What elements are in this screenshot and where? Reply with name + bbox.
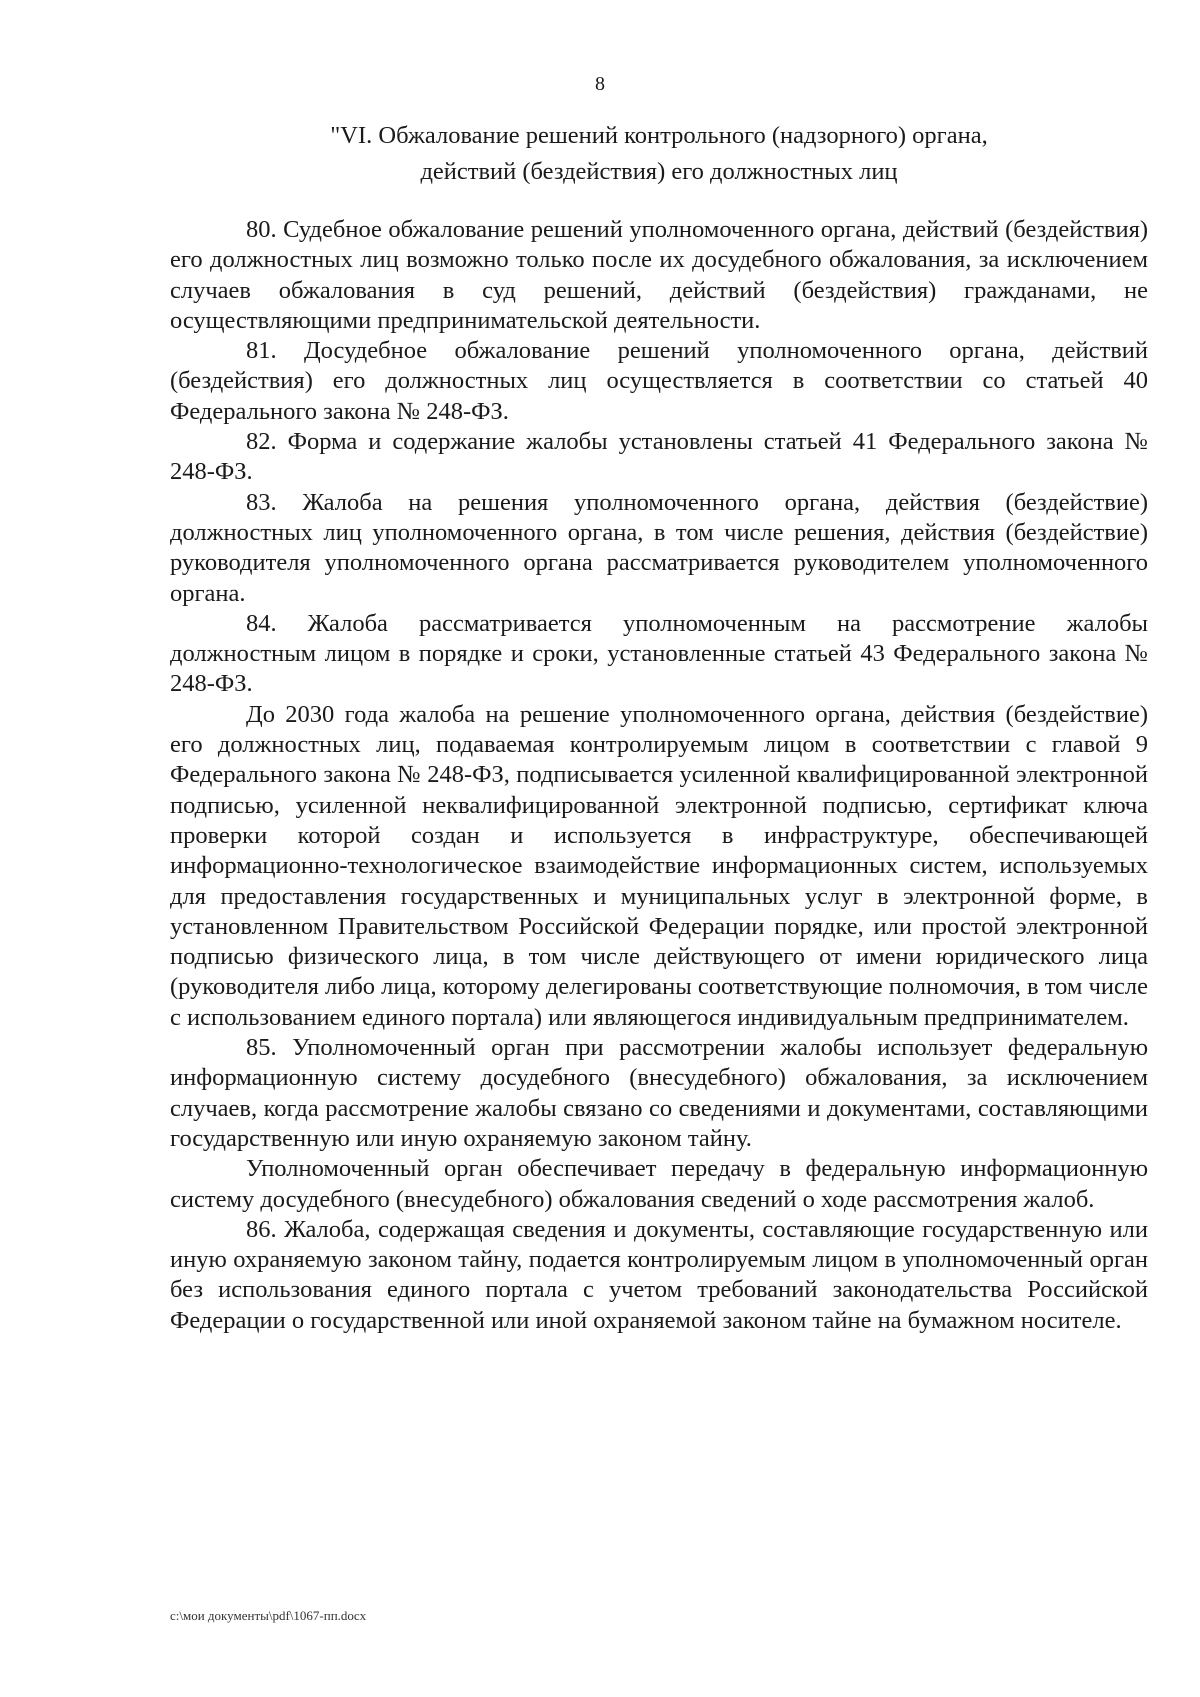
paragraph-86: 86. Жалоба, содержащая сведения и документы, составляющие государственную или иную охраняемую законом тайну, подается контролируемым лицом в уполномоченный орган без использования единого портала с учетом требований законодательства Российской Федерации о государственной или иной охраняемой законом тайне на бумажном носителе. [170,1215,1148,1334]
paragraph-85-continued: Уполномоченный орган обеспечивает передачу в федеральную информационную систему досудебного (внесудебного) обжалования сведений о ходе рассмотрения жалоб. [170,1155,1148,1213]
paragraph-81: 81. Досудебное обжалование решений уполномоченного органа, действий (бездействия) его должностных лиц осуществляется в соответствии со статьей 40 Федерального закона № 248-ФЗ. [170,337,1148,425]
paragraph-84-continued: До 2030 года жалоба на решение уполномоченного органа, действия (бездействие) его должностных лиц, подаваемая контролируемым лицом в соответствии с главой 9 Федерального закона № 248-ФЗ, подписывается усиленной квалифицированной электронной подписью, усиленной неквалифицированной электронной подписью, сертификат ключа проверки которой создан и используется в инфраструктуре, обеспечивающей информационно-технологическое взаимодействие информационных систем, используемых для предоставления государственных и муниципальных услуг в электронной форме, в установленном Правительством Российской Федерации порядке, или простой электронной подписью физического лица, в том числе действующего от имени юридического лица (руководителя либо лица, которому делегированы соответствующие полномочия, в том числе с использованием единого портала) или являющегося индивидуальным предпринимателем. [170,700,1148,1031]
paragraph-83: 83. Жалоба на решения уполномоченного органа, действия (бездействие) должностных лиц уполномоченного органа, в том числе решения, действия (бездействие) руководителя уполномоченного органа рассматривается руководителем уполномоченного органа. [170,488,1148,607]
paragraph-85: 85. Уполномоченный орган при рассмотрении жалобы использует федеральную информационную систему досудебного (внесудебного) обжалования, за исключением случаев, когда рассмотрение жалобы связано со сведениями и документами, составляющими государственную или иную охраняемую законом тайну. [170,1034,1148,1152]
paragraph-82: 82. Форма и содержание жалобы установлены статьей 41 Федерального закона № 248-ФЗ. [170,428,1148,486]
file-path-footer: c:\мои документы\pdf\1067-пп.docx [170,1608,367,1623]
document-body [170,215,1148,1336]
page-number: 8 [595,73,605,95]
section-heading [170,118,1148,190]
paragraph-80: 80. Судебное обжалование решений уполномоченного органа, действий (бездействия) его должностных лиц возможно только после их досудебного обжалования, за исключением случаев обжалования в суд решений, действий (бездействия) гражданами, не осуществляющими предпринимательской деятельности. [170,216,1148,334]
section-heading-line-2: действий (бездействия) его должностных лиц [420,158,898,185]
paragraph-84: 84. Жалоба рассматривается уполномоченным на рассмотрение жалобы должностным лицом в порядке и сроки, установленные статьей 43 Федерального закона № 248-ФЗ. [170,609,1148,698]
section-heading-line-1: "VI. Обжалование решений контрольного (надзорного) органа, [330,122,988,149]
